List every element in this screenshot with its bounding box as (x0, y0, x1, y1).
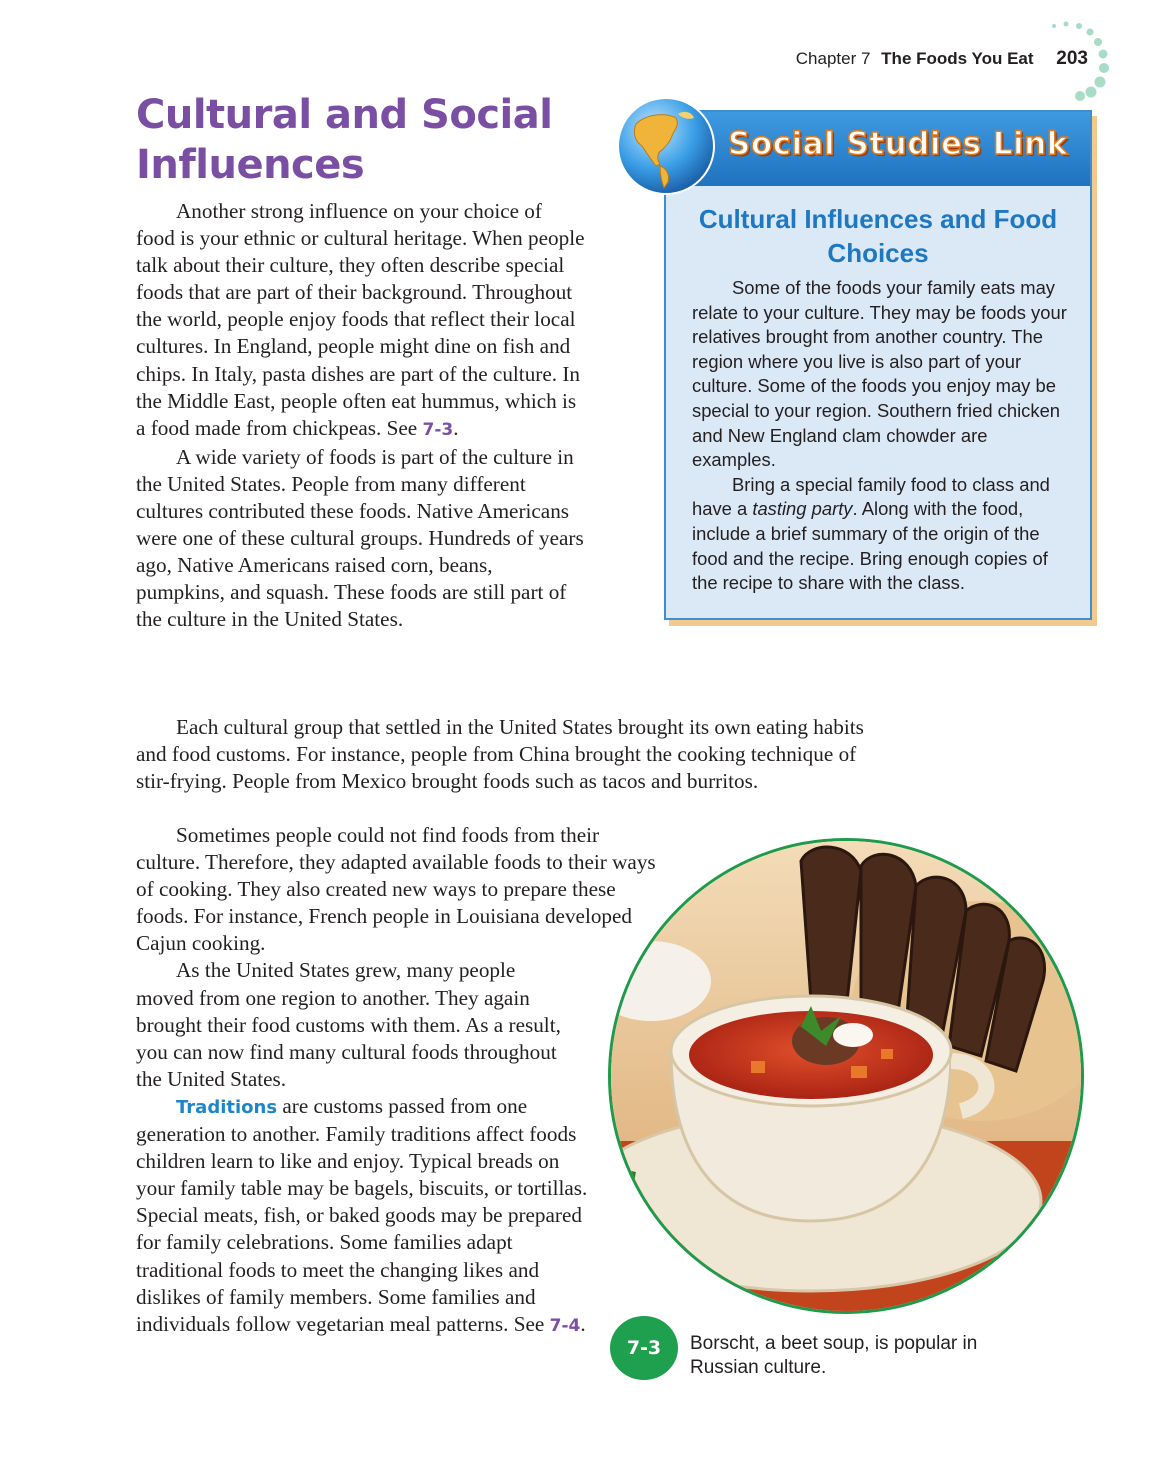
social-studies-link-box (664, 110, 1092, 620)
feature-heading: Cultural Influences and Food Choices (698, 204, 1058, 268)
key-term-traditions: Traditions (176, 1096, 278, 1118)
paragraph-4: Sometimes people could not find foods from their culture. Therefore, they adapted available foods to their ways of cooking. They also created new ways to prepare these foods. For instance, French people in Louisiana developed Cajun cooking. (136, 823, 656, 956)
paragraph-3: Each cultural group that settled in the United States brought its own eating habits and food customs. For instance, people from China brought the cooking technique of stir-frying. People from Mexico brought foods such as tacos and burritos. (136, 715, 864, 794)
paragraph-5: As the United States grew, many people moved from one region to another. They again brought their food customs with them. As a result, you can now find many cultural foods throughout the United States. (136, 958, 561, 1091)
figure-ref-7-4[interactable]: 7-4 (549, 1315, 581, 1336)
body-column-top (136, 198, 586, 634)
page-number: 203 (1056, 48, 1088, 69)
borscht-illustration (611, 841, 1081, 1311)
feature-body (692, 276, 1072, 596)
borscht-photo (608, 838, 1084, 1314)
figure-caption: Borscht, a beet soup, is popular in Russian culture. (690, 1333, 978, 1378)
paragraph-6: Traditions are customs passed from one generation to another. Family traditions affect foods children learn to like and enjoy. Typical breads on your family table may be bagels, biscuits, or tortillas. Special meats, fish, or baked goods may be prepared for family celebrations. Some families adapt traditional foods to meet the changing likes and dislikes of family members. Some families and individuals follow vegetarian meal patterns. See 7-4. (136, 1093, 588, 1336)
feature-paragraph-2: Bring a special family food to class and have a tasting party. Along with the food, include a brief summary of the origin of the food and the recipe. Bring enough copies of the recipe to share with the class. (692, 473, 1050, 594)
paragraph-1: Another strong influence on your choice of food is your ethnic or cultural heritage. When people talk about their culture, they often describe special foods that are part of their background. Throughout the world, people enjoy foods that reflect their local cultures. In England, people might dine on fish and chips. In Italy, pasta dishes are part of the culture. In the Middle East, people often eat hummus, which is a food made from chickpeas. See 7-3. (136, 199, 585, 440)
paragraph-2: A wide variety of foods is part of the culture in the United States. People from many different cultures contributed these foods. Native Americans were one of these cultural groups. Hundreds of years ago, Native Americans raised corn, beans, pumpkins, and squash. These foods are still part of the culture in the United States. (136, 444, 584, 632)
chapter-number: Chapter 7 (795, 49, 871, 68)
feature-banner (666, 112, 1090, 186)
section-title: Cultural and Social Influences (136, 92, 553, 188)
feature-paragraph-1: Some of the foods your family eats may relate to your culture. They may be foods your relatives brought from another country. The region where you live is also part of your culture. Some of the foods you enjoy may be special to your region. Southern fried chicken and New England clam chowder are examples. (692, 277, 1067, 471)
feature-banner-label: Social Studies Link (728, 126, 1068, 162)
chapter-title: The Foods You Eat (881, 49, 1034, 68)
figure-ref-7-3[interactable]: 7-3 (422, 419, 454, 440)
globe-icon (616, 96, 716, 196)
figure-label-badge: 7-3 (610, 1316, 678, 1380)
body-wide (136, 714, 876, 795)
running-header (796, 48, 1088, 70)
body-column-bottom (136, 822, 658, 1340)
